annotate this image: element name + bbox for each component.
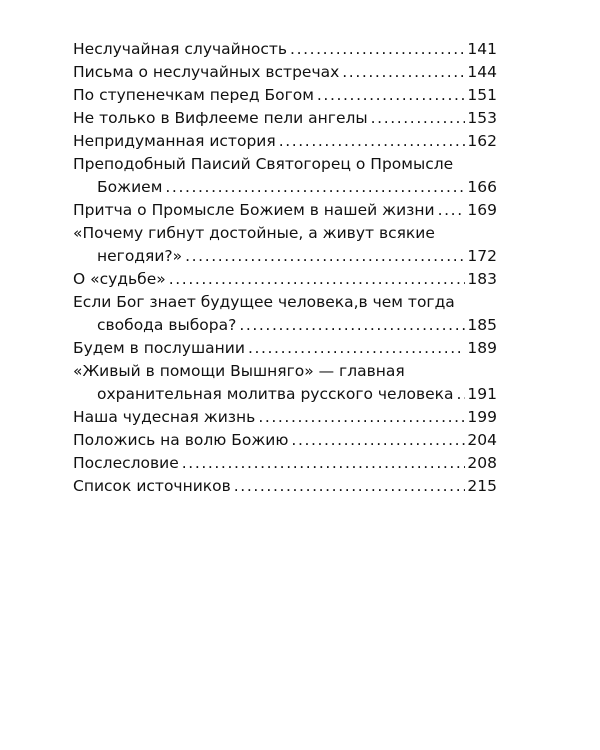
toc-page-number: 191: [467, 385, 497, 403]
toc-entry-line: [73, 84, 497, 107]
toc-entry[interactable]: [73, 222, 497, 268]
toc-page-number: 204: [467, 431, 497, 449]
dot-leader: [169, 268, 466, 291]
toc-entry-line: [73, 130, 497, 153]
dot-leader: [371, 107, 466, 130]
toc-entry[interactable]: [73, 337, 497, 360]
toc-entry[interactable]: [73, 61, 497, 84]
toc-page-number: 144: [467, 63, 497, 81]
toc-entry-line: [73, 61, 497, 84]
toc-page-number: 166: [467, 178, 497, 196]
toc-entry[interactable]: [73, 153, 497, 199]
toc-entry[interactable]: [73, 199, 497, 222]
dot-leader: [291, 429, 465, 452]
toc-page-number: 169: [467, 201, 497, 219]
toc-page-number: 189: [467, 339, 497, 357]
toc-entry[interactable]: [73, 107, 497, 130]
toc-entry[interactable]: [73, 38, 497, 61]
toc-entry-title: Письма о неслучайных встречах: [73, 63, 340, 81]
toc-page-number: 172: [467, 247, 497, 265]
toc-entry-continuation: [73, 314, 497, 337]
dot-leader: [239, 314, 465, 337]
toc-entry-continuation: [73, 245, 497, 268]
dot-leader: [279, 130, 466, 153]
toc-page-number: 199: [467, 408, 497, 426]
toc-entry-line: [73, 222, 497, 245]
toc-entry-line: [73, 360, 497, 383]
toc-entry-title: негодяи?»: [97, 247, 183, 265]
toc-entry-title: По ступенечкам перед Богом: [73, 86, 314, 104]
toc-entry-line: [73, 406, 497, 429]
toc-entry-line: [73, 199, 497, 222]
toc-entry-title: свобода выбора?: [97, 316, 237, 334]
toc-page-number: 215: [467, 477, 497, 495]
toc-entry[interactable]: [73, 360, 497, 406]
toc-entry-title: Неслучайная случайность: [73, 40, 288, 58]
toc-entry[interactable]: [73, 452, 497, 475]
toc-entry-continuation: [73, 383, 497, 406]
dot-leader: [457, 383, 466, 406]
toc-page-number: 141: [467, 40, 497, 58]
toc-entry-continuation: [73, 176, 497, 199]
toc-entry-line: [73, 429, 497, 452]
dot-leader: [438, 199, 466, 222]
toc-entry-line: [73, 107, 497, 130]
toc-entry-line: [73, 337, 497, 360]
toc-entry-title: Послесловие: [73, 454, 179, 472]
toc-entry-title: Будем в послушании: [73, 339, 245, 357]
toc-entry-title: Притча о Промысле Божием в нашей жизни: [73, 201, 435, 219]
dot-leader: [317, 84, 466, 107]
dot-leader: [185, 245, 465, 268]
toc-entry-title: охранительная молитва русского человека: [97, 385, 454, 403]
toc-entry[interactable]: [73, 475, 497, 498]
toc-entry-title: Список источников: [73, 477, 231, 495]
toc-entry-title: Не только в Вифлееме пели ангелы: [73, 109, 368, 127]
toc-entry-line: [73, 291, 497, 314]
toc-entry-title: Преподобный Паисий Святогорец о Промысле: [73, 155, 454, 173]
toc-entry[interactable]: [73, 130, 497, 153]
dot-leader: [258, 406, 465, 429]
toc-entry-line: [73, 452, 497, 475]
toc-entry[interactable]: [73, 291, 497, 337]
dot-leader: [165, 176, 465, 199]
toc-entry-line: [73, 475, 497, 498]
toc-entry[interactable]: [73, 84, 497, 107]
toc-page-number: 162: [467, 132, 497, 150]
toc-entry-line: [73, 153, 497, 176]
toc-entry-title: О «судьбе»: [73, 270, 166, 288]
toc-page-number: 183: [467, 270, 497, 288]
toc-entry-title: Если Бог знает будущее человека,в чем тогда: [73, 293, 455, 311]
toc-entry-title: Положись на волю Божию: [73, 431, 289, 449]
toc-page-number: 208: [467, 454, 497, 472]
toc-entry-title: Наша чудесная жизнь: [73, 408, 256, 426]
toc-page-number: 151: [467, 86, 497, 104]
toc-entry-title: Непридуманная история: [73, 132, 276, 150]
toc-page-number: 153: [467, 109, 497, 127]
dot-leader: [182, 452, 466, 475]
toc-entry[interactable]: [73, 429, 497, 452]
toc-entry-title: «Почему гибнут достойные, а живут всякие: [73, 224, 435, 242]
table-of-contents: [73, 38, 497, 498]
toc-entry-line: [73, 38, 497, 61]
toc-entry-line: [73, 268, 497, 291]
toc-entry-title: Божием: [97, 178, 163, 196]
dot-leader: [248, 337, 465, 360]
toc-entry[interactable]: [73, 268, 497, 291]
toc-entry[interactable]: [73, 406, 497, 429]
dot-leader: [290, 38, 465, 61]
toc-entry-title: «Живый в помощи Вышняго» — главная: [73, 362, 405, 380]
toc-page-number: 185: [467, 316, 497, 334]
dot-leader: [342, 61, 465, 84]
dot-leader: [234, 475, 466, 498]
